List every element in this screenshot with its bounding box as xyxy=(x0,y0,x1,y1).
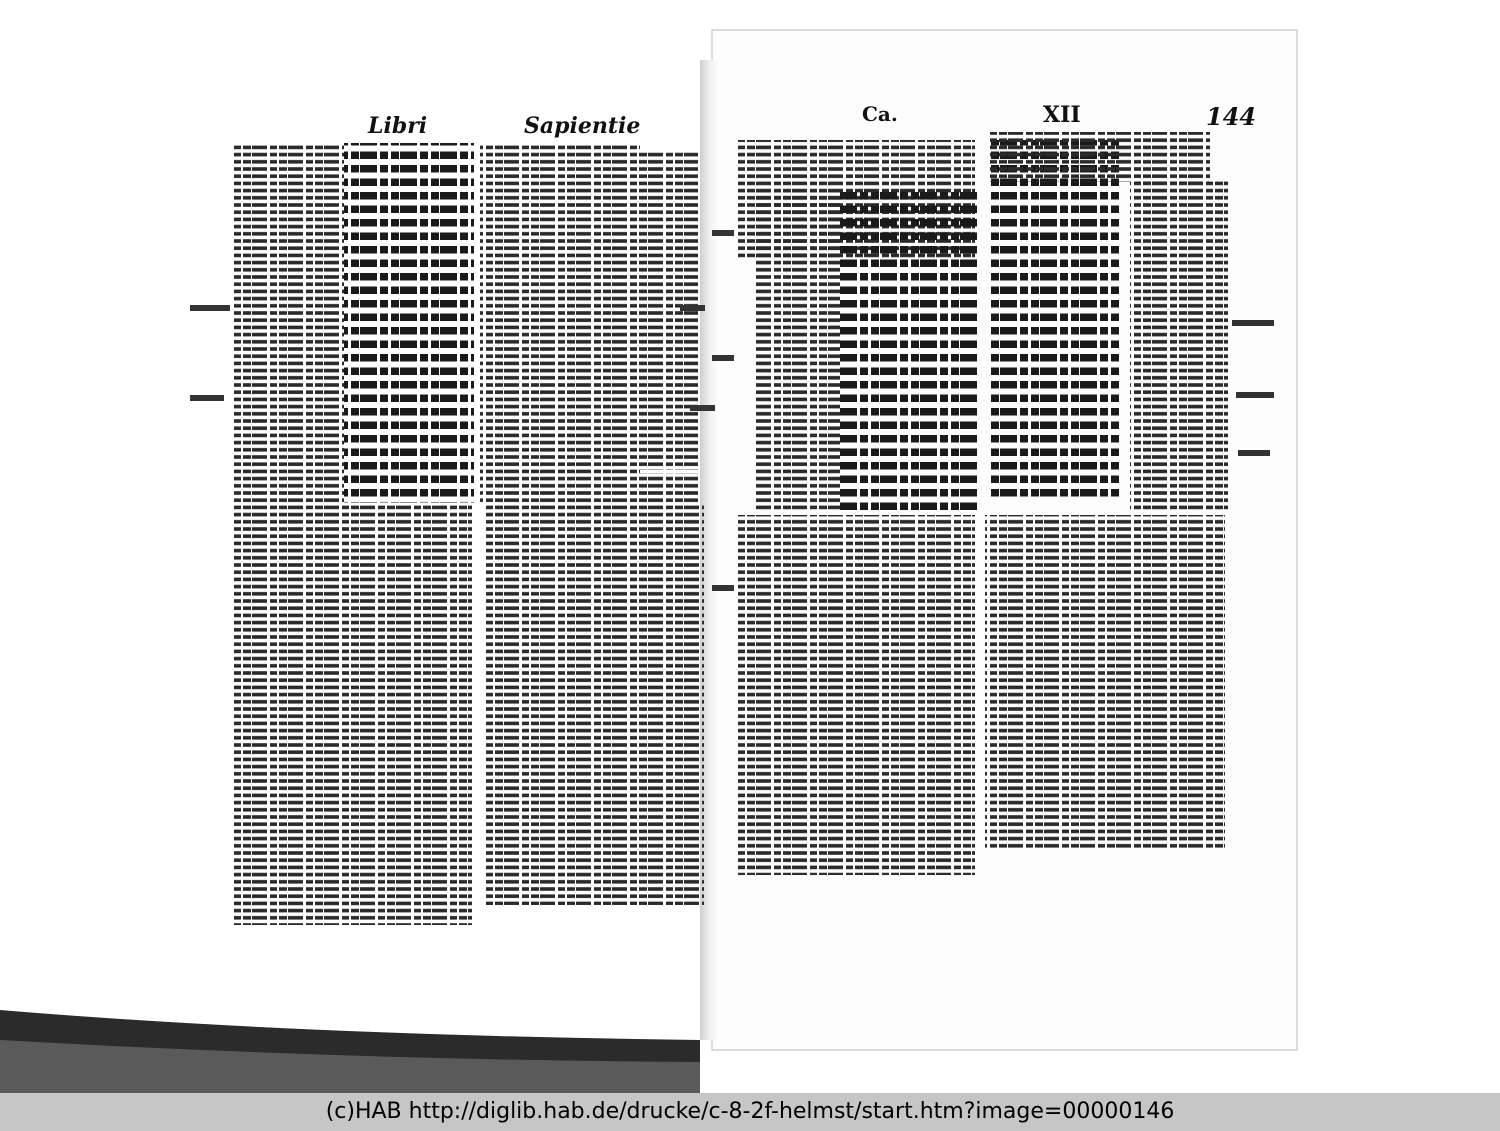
right-gloss-top-right xyxy=(990,132,1210,182)
running-title-center: Sapientie xyxy=(524,113,641,139)
left-main-text xyxy=(344,143,474,503)
footer-text: (c)HAB http://diglib.hab.de/drucke/c-8-2f-helmst/start.htm?image=00000146 xyxy=(325,1099,1175,1124)
left-lower-col-b xyxy=(484,505,704,905)
folio-number: 144 xyxy=(1206,102,1257,131)
right-main-text-b xyxy=(990,140,1120,500)
running-title-left: Libri xyxy=(368,113,428,139)
right-lower-col-b xyxy=(985,515,1225,850)
right-gloss-right xyxy=(1130,180,1228,510)
right-main-text xyxy=(840,190,980,510)
chapter-number: XII xyxy=(1043,102,1081,128)
left-lower-col-a xyxy=(232,505,472,925)
copyright-footer xyxy=(0,1093,1500,1131)
right-lower-col-a xyxy=(735,515,975,875)
chapter-label: Ca. xyxy=(862,102,898,126)
left-gloss-top-left xyxy=(232,143,344,503)
right-gloss-mid-left xyxy=(755,190,840,510)
